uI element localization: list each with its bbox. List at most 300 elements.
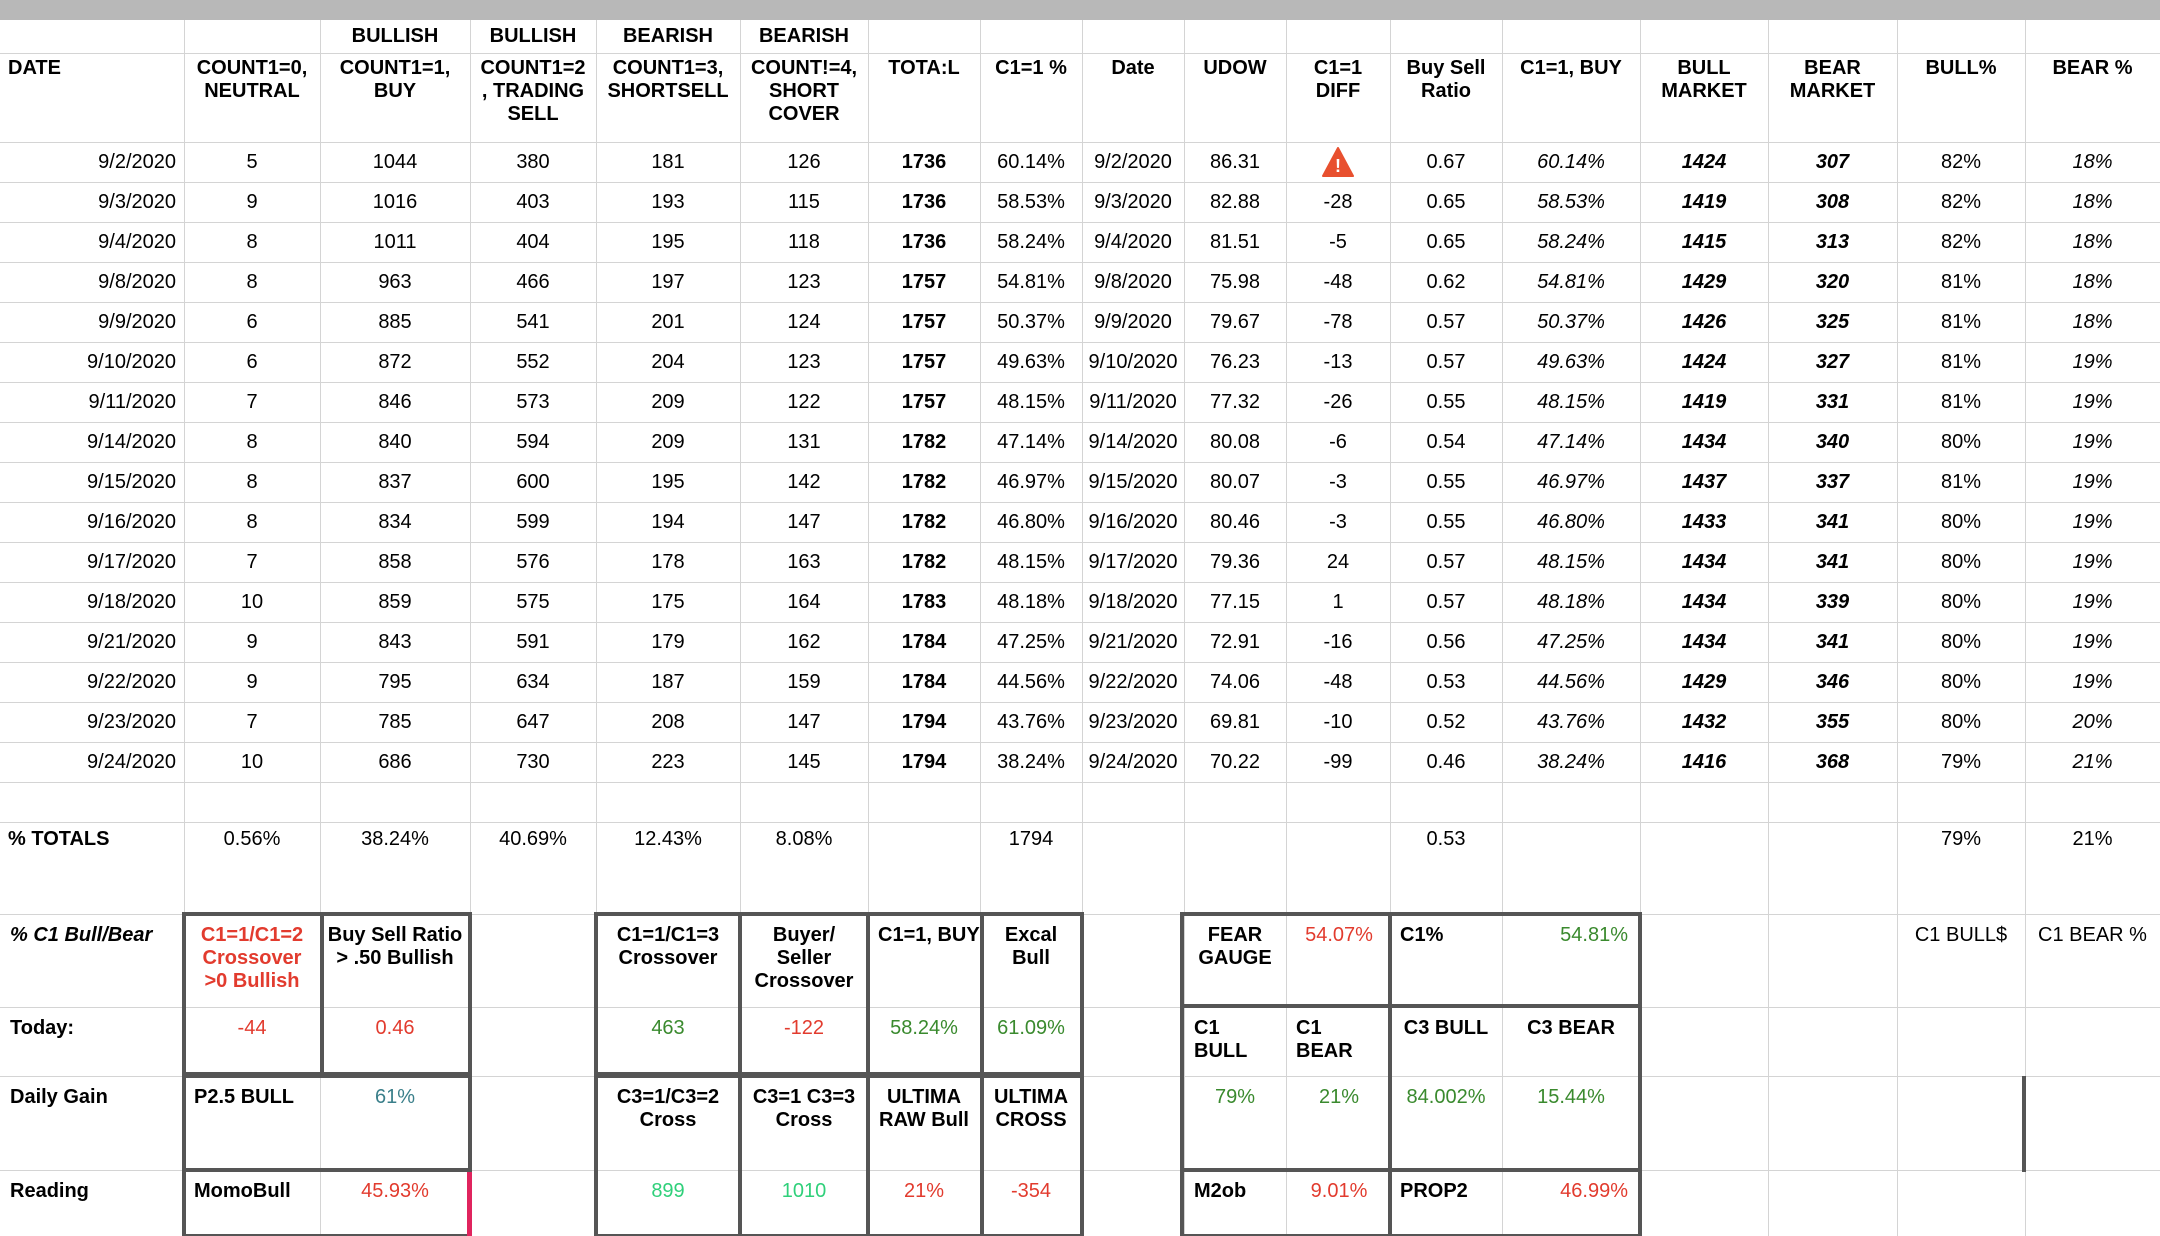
table-cell[interactable]: 346 <box>1815 670 1850 693</box>
table-cell[interactable]: 9/8/2020 <box>1094 270 1172 293</box>
prop2-label[interactable]: PROP2 <box>1400 1180 1468 1202</box>
c3bear-value[interactable]: 15.44% <box>1537 1086 1605 1108</box>
table-cell[interactable]: 195 <box>651 230 685 253</box>
reading-ultima[interactable]: -354 <box>1010 1180 1052 1202</box>
table-cell[interactable]: 79% <box>1940 750 1982 773</box>
table-cell[interactable]: 48.15% <box>1537 390 1605 413</box>
table-cell[interactable]: 147 <box>787 710 821 733</box>
table-cell[interactable]: 44.56% <box>1537 670 1605 693</box>
table-cell[interactable]: 9/18/2020 <box>87 590 176 613</box>
table-cell[interactable]: 164 <box>787 590 821 613</box>
today-c13[interactable]: 463 <box>651 1017 685 1039</box>
table-cell[interactable]: 181 <box>651 150 685 173</box>
table-cell[interactable]: 38.24% <box>1537 750 1605 773</box>
table-cell[interactable]: 70.22 <box>1209 750 1261 773</box>
table-cell[interactable]: 49.63% <box>1537 350 1605 373</box>
table-cell[interactable]: 43.76% <box>997 710 1065 733</box>
m2ob-label[interactable]: M2ob <box>1194 1180 1247 1202</box>
table-cell[interactable]: 0.65 <box>1426 230 1466 253</box>
table-cell[interactable]: 46.97% <box>997 470 1065 493</box>
table-cell[interactable]: 178 <box>651 550 685 573</box>
table-cell[interactable]: 0.65 <box>1426 190 1466 213</box>
column-header[interactable]: COUNT1=1, BUY <box>339 57 451 102</box>
table-cell[interactable]: 10 <box>240 750 264 773</box>
table-cell[interactable]: 9/24/2020 <box>1088 750 1178 773</box>
summary-row-label[interactable]: Today: <box>10 1017 75 1039</box>
today-crossover[interactable]: -44 <box>237 1017 267 1039</box>
c1-bull-dollar-label[interactable]: C1 BULL$ <box>1914 924 2008 946</box>
table-cell[interactable]: 0.62 <box>1426 270 1466 293</box>
table-cell[interactable]: 8 <box>246 230 258 253</box>
table-cell[interactable]: 1783 <box>901 590 947 613</box>
table-cell[interactable]: 123 <box>787 350 821 373</box>
table-cell[interactable]: 9/9/2020 <box>1094 310 1172 333</box>
table-cell[interactable]: 47.25% <box>1537 630 1605 653</box>
table-cell[interactable]: 80% <box>1940 590 1982 613</box>
table-cell[interactable]: 9/4/2020 <box>1094 230 1172 253</box>
table-cell[interactable]: 19% <box>2072 670 2113 693</box>
table-cell[interactable]: 9/2/2020 <box>98 150 176 173</box>
table-cell[interactable]: 9/8/2020 <box>98 270 176 293</box>
table-cell[interactable]: 1434 <box>1681 550 1727 573</box>
table-cell[interactable]: 8 <box>246 510 258 533</box>
column-header[interactable]: COUNT!=4, SHORT COVER <box>750 57 858 125</box>
table-cell[interactable]: 204 <box>651 350 685 373</box>
table-cell[interactable]: 19% <box>2072 430 2113 453</box>
table-cell[interactable]: -16 <box>1323 630 1353 653</box>
table-cell[interactable]: 327 <box>1815 350 1850 373</box>
summary-row-label[interactable]: % C1 Bull/Bear <box>10 924 153 946</box>
fear-gauge-value[interactable]: 54.07% <box>1305 924 1373 946</box>
table-cell[interactable]: 599 <box>516 510 550 533</box>
table-cell[interactable]: 123 <box>787 270 821 293</box>
table-cell[interactable]: 82% <box>1940 190 1982 213</box>
table-cell[interactable]: 9/22/2020 <box>1088 670 1178 693</box>
table-cell[interactable]: 163 <box>787 550 821 573</box>
table-cell[interactable]: 9/17/2020 <box>87 550 176 573</box>
table-cell[interactable]: 404 <box>516 230 550 253</box>
table-cell[interactable]: 846 <box>378 390 412 413</box>
table-cell[interactable]: 208 <box>651 710 685 733</box>
table-cell[interactable]: 9/23/2020 <box>87 710 176 733</box>
table-cell[interactable]: 859 <box>378 590 412 613</box>
table-cell[interactable]: 1757 <box>901 270 947 293</box>
table-cell[interactable]: 80% <box>1940 430 1982 453</box>
table-cell[interactable]: 74.06 <box>1209 670 1261 693</box>
table-cell[interactable]: 1782 <box>901 470 947 493</box>
c1bear-value[interactable]: 21% <box>1318 1086 1360 1108</box>
table-cell[interactable]: 18% <box>2072 230 2113 253</box>
table-cell[interactable]: 76.23 <box>1209 350 1261 373</box>
table-cell[interactable]: 885 <box>378 310 412 333</box>
column-header[interactable]: BULL MARKET <box>1661 57 1747 102</box>
table-cell[interactable]: 187 <box>651 670 685 693</box>
totals-label[interactable]: % TOTALS <box>8 828 110 850</box>
table-cell[interactable]: 0.57 <box>1426 350 1466 373</box>
table-cell[interactable]: -6 <box>1329 430 1347 453</box>
table-cell[interactable]: 223 <box>651 750 685 773</box>
table-cell[interactable]: 9/4/2020 <box>98 230 176 253</box>
table-cell[interactable]: 48.18% <box>1537 590 1605 613</box>
table-cell[interactable]: 9/10/2020 <box>87 350 176 373</box>
table-cell[interactable]: 686 <box>378 750 412 773</box>
table-cell[interactable]: 131 <box>787 430 821 453</box>
column-header[interactable]: Buy Sell Ratio <box>1406 57 1486 102</box>
totals-ratio[interactable]: 0.53 <box>1426 828 1466 850</box>
table-cell[interactable]: 80.08 <box>1209 430 1261 453</box>
totals-neutral[interactable]: 0.56% <box>223 828 281 850</box>
table-cell[interactable]: 9/14/2020 <box>87 430 176 453</box>
table-cell[interactable]: 9/10/2020 <box>1088 350 1178 373</box>
table-cell[interactable]: 209 <box>651 390 685 413</box>
table-cell[interactable]: 118 <box>788 230 820 253</box>
table-cell[interactable]: 834 <box>378 510 412 533</box>
table-cell[interactable]: 1419 <box>1681 390 1727 413</box>
totals-shortsell[interactable]: 12.43% <box>634 828 702 850</box>
p25-value[interactable]: 61% <box>374 1086 416 1108</box>
table-cell[interactable]: 162 <box>787 630 821 653</box>
table-cell[interactable]: 82% <box>1940 150 1982 173</box>
table-cell[interactable]: 730 <box>516 750 550 773</box>
table-cell[interactable]: 81% <box>1940 350 1982 373</box>
table-cell[interactable]: 48.15% <box>997 390 1065 413</box>
table-cell[interactable]: 175 <box>651 590 685 613</box>
table-cell[interactable]: 1044 <box>372 150 418 173</box>
table-cell[interactable]: 1415 <box>1681 230 1727 253</box>
table-cell[interactable]: 837 <box>378 470 412 493</box>
table-cell[interactable]: 541 <box>516 310 550 333</box>
table-cell[interactable]: 49.63% <box>997 350 1065 373</box>
table-cell[interactable]: 1757 <box>901 310 947 333</box>
table-cell[interactable]: 7 <box>246 550 258 573</box>
column-header[interactable]: DATE <box>8 57 61 79</box>
m2ob-value[interactable]: 9.01% <box>1310 1180 1368 1202</box>
table-cell[interactable]: 1424 <box>1681 150 1727 173</box>
table-cell[interactable]: 9/9/2020 <box>98 310 176 333</box>
table-cell[interactable]: 307 <box>1815 150 1850 173</box>
table-cell[interactable]: 1426 <box>1681 310 1727 333</box>
table-cell[interactable]: 355 <box>1815 710 1850 733</box>
table-cell[interactable]: 179 <box>651 630 685 653</box>
table-cell[interactable]: 368 <box>1815 750 1850 773</box>
table-cell[interactable]: 9/17/2020 <box>1088 550 1178 573</box>
today-ratio[interactable]: 0.46 <box>375 1017 415 1039</box>
table-cell[interactable]: 0.53 <box>1426 670 1466 693</box>
table-cell[interactable]: 341 <box>1815 510 1850 533</box>
c11buy-label[interactable]: C1=1, BUY <box>878 924 980 946</box>
table-cell[interactable]: 308 <box>1815 190 1850 213</box>
today-excal[interactable]: 61.09% <box>997 1017 1065 1039</box>
table-cell[interactable]: 9/21/2020 <box>1088 630 1178 653</box>
reading-c3[interactable]: 899 <box>651 1180 685 1202</box>
table-cell[interactable]: 1434 <box>1681 590 1727 613</box>
table-cell[interactable]: 8 <box>246 270 258 293</box>
table-cell[interactable]: 9/2/2020 <box>1094 150 1172 173</box>
table-cell[interactable]: 159 <box>787 670 821 693</box>
table-cell[interactable]: 552 <box>516 350 550 373</box>
table-cell[interactable]: 6 <box>246 350 258 373</box>
table-cell[interactable]: 81.51 <box>1209 230 1261 253</box>
table-cell[interactable]: 785 <box>378 710 412 733</box>
table-cell[interactable]: 50.37% <box>997 310 1065 333</box>
table-cell[interactable]: 341 <box>1815 550 1850 573</box>
table-cell[interactable]: 77.15 <box>1209 590 1261 613</box>
totals-trading-sell[interactable]: 40.69% <box>499 828 567 850</box>
table-cell[interactable]: 0.55 <box>1426 470 1466 493</box>
table-cell[interactable]: 340 <box>1815 430 1850 453</box>
table-cell[interactable]: 86.31 <box>1209 150 1261 173</box>
group-header-bearish[interactable]: BEARISH <box>758 25 849 47</box>
prop2-value[interactable]: 46.99% <box>1560 1180 1628 1202</box>
table-cell[interactable]: 7 <box>246 710 258 733</box>
table-cell[interactable]: 201 <box>651 310 685 333</box>
table-cell[interactable]: 1434 <box>1681 430 1727 453</box>
ultima-label[interactable]: ULTIMA CROSS <box>993 1086 1069 1131</box>
c3bull-label[interactable]: C3 BULL <box>1403 1017 1489 1039</box>
today-buyer-seller[interactable]: -122 <box>783 1017 825 1039</box>
table-cell[interactable]: 48.15% <box>997 550 1065 573</box>
table-cell[interactable]: 0.54 <box>1426 430 1466 453</box>
table-cell[interactable]: 10 <box>240 590 264 613</box>
table-cell[interactable]: 147 <box>787 510 821 533</box>
table-cell[interactable]: 320 <box>1815 270 1850 293</box>
table-cell[interactable]: 122 <box>787 390 821 413</box>
table-cell[interactable]: 1429 <box>1681 670 1727 693</box>
excal-label[interactable]: Excal Bull <box>1004 924 1058 969</box>
group-header-bullish[interactable]: BULLISH <box>489 25 577 47</box>
table-cell[interactable]: 573 <box>516 390 550 413</box>
table-cell[interactable]: 1016 <box>372 190 418 213</box>
table-cell[interactable]: 8 <box>246 430 258 453</box>
table-cell[interactable]: 403 <box>516 190 550 213</box>
table-cell[interactable]: 80% <box>1940 630 1982 653</box>
table-cell[interactable]: 1782 <box>901 430 947 453</box>
table-cell[interactable]: 80% <box>1940 670 1982 693</box>
table-cell[interactable]: 9 <box>246 190 258 213</box>
table-cell[interactable]: 0.55 <box>1426 510 1466 533</box>
table-cell[interactable]: 58.53% <box>1537 190 1605 213</box>
table-cell[interactable]: 0.56 <box>1426 630 1466 653</box>
table-cell[interactable]: 341 <box>1815 630 1850 653</box>
today-c11buy[interactable]: 58.24% <box>890 1017 958 1039</box>
table-cell[interactable]: 1782 <box>901 510 947 533</box>
column-header[interactable]: UDOW <box>1203 57 1267 79</box>
table-cell[interactable]: 1757 <box>901 390 947 413</box>
table-cell[interactable]: 81% <box>1940 310 1982 333</box>
column-header[interactable]: TOTA:L <box>888 57 960 79</box>
table-cell[interactable]: 69.81 <box>1209 710 1261 733</box>
table-cell[interactable]: 1419 <box>1681 190 1727 213</box>
c1bear-label[interactable]: C1 BEAR <box>1296 1017 1353 1062</box>
column-header[interactable]: Date <box>1111 57 1155 79</box>
table-cell[interactable]: 195 <box>651 470 685 493</box>
table-cell[interactable]: 1784 <box>901 630 947 653</box>
table-cell[interactable]: 1437 <box>1681 470 1727 493</box>
column-header[interactable]: BULL% <box>1925 57 1997 79</box>
table-cell[interactable]: 19% <box>2072 630 2113 653</box>
table-cell[interactable]: 19% <box>2072 550 2113 573</box>
table-cell[interactable]: 795 <box>378 670 412 693</box>
table-cell[interactable]: 1736 <box>901 190 947 213</box>
ratio-label[interactable]: Buy Sell Ratio > .50 Bullish <box>327 924 463 969</box>
table-cell[interactable]: 8 <box>246 470 258 493</box>
table-cell[interactable]: 1424 <box>1681 350 1727 373</box>
table-cell[interactable]: 58.24% <box>997 230 1065 253</box>
table-cell[interactable]: -78 <box>1323 310 1353 333</box>
table-cell[interactable]: 72.91 <box>1209 630 1261 653</box>
table-cell[interactable]: 9/22/2020 <box>87 670 176 693</box>
table-cell[interactable]: 142 <box>787 470 821 493</box>
table-cell[interactable]: 75.98 <box>1209 270 1261 293</box>
totals-bull[interactable]: 79% <box>1940 828 1982 850</box>
table-cell[interactable]: 44.56% <box>997 670 1065 693</box>
table-cell[interactable]: 9/16/2020 <box>1088 510 1178 533</box>
diff-warning-cell[interactable] <box>1286 142 1390 182</box>
table-cell[interactable]: 9/11/2020 <box>1089 390 1177 413</box>
table-cell[interactable]: 1736 <box>901 150 947 173</box>
table-cell[interactable]: 840 <box>378 430 412 453</box>
table-cell[interactable]: 7 <box>246 390 258 413</box>
table-cell[interactable]: 18% <box>2072 190 2113 213</box>
table-cell[interactable]: 1784 <box>901 670 947 693</box>
table-cell[interactable]: 47.14% <box>997 430 1065 453</box>
momobull-label[interactable]: MomoBull <box>194 1180 291 1202</box>
reading-c3c3[interactable]: 1010 <box>781 1180 827 1202</box>
table-cell[interactable]: -28 <box>1323 190 1353 213</box>
table-cell[interactable]: 337 <box>1815 470 1850 493</box>
c1pct-label[interactable]: C1% <box>1400 924 1444 946</box>
table-cell[interactable]: 9/3/2020 <box>1094 190 1172 213</box>
table-cell[interactable]: 58.24% <box>1537 230 1605 253</box>
momobull-value[interactable]: 45.93% <box>361 1180 429 1202</box>
column-header[interactable]: BEAR MARKET <box>1789 57 1876 102</box>
c13-label[interactable]: C1=1/C1=3 Crossover <box>616 924 720 969</box>
table-cell[interactable]: 80.46 <box>1209 510 1261 533</box>
table-cell[interactable]: 54.81% <box>1537 270 1605 293</box>
table-cell[interactable]: 19% <box>2072 350 2113 373</box>
table-cell[interactable]: 80.07 <box>1209 470 1261 493</box>
table-cell[interactable]: 60.14% <box>1537 150 1605 173</box>
table-cell[interactable]: 19% <box>2072 590 2113 613</box>
c3bear-label[interactable]: C3 BEAR <box>1527 1017 1615 1039</box>
table-cell[interactable]: 9/14/2020 <box>1088 430 1178 453</box>
column-header[interactable]: C1=1 DIFF <box>1313 57 1363 102</box>
table-cell[interactable]: 1416 <box>1681 750 1727 773</box>
reading-raw[interactable]: 21% <box>903 1180 945 1202</box>
table-cell[interactable]: 872 <box>378 350 412 373</box>
table-cell[interactable]: 9/18/2020 <box>1088 590 1178 613</box>
column-header[interactable]: C1=1, BUY <box>1520 57 1622 79</box>
column-header[interactable]: COUNT1=0, NEUTRAL <box>196 57 308 102</box>
table-cell[interactable]: 209 <box>651 430 685 453</box>
column-header[interactable]: BEAR % <box>2052 57 2133 79</box>
table-cell[interactable]: 1794 <box>901 750 947 773</box>
table-cell[interactable]: 60.14% <box>997 150 1065 173</box>
table-cell[interactable]: 80% <box>1940 550 1982 573</box>
table-cell[interactable]: 1011 <box>373 230 417 253</box>
table-cell[interactable]: 82% <box>1940 230 1982 253</box>
table-cell[interactable]: 24 <box>1326 550 1350 573</box>
table-cell[interactable]: 339 <box>1815 590 1850 613</box>
totals-total[interactable]: 1794 <box>1008 828 1054 850</box>
table-cell[interactable]: 9/11/2020 <box>88 390 176 413</box>
c1pct-value[interactable]: 54.81% <box>1560 924 1628 946</box>
table-cell[interactable]: -13 <box>1323 350 1353 373</box>
table-cell[interactable]: 43.76% <box>1537 710 1605 733</box>
table-cell[interactable]: 115 <box>788 190 820 213</box>
table-cell[interactable]: -10 <box>1323 710 1353 733</box>
table-cell[interactable]: -99 <box>1323 750 1353 773</box>
table-cell[interactable]: -5 <box>1329 230 1347 253</box>
table-cell[interactable]: 9/15/2020 <box>87 470 176 493</box>
c1-bear-pct-label[interactable]: C1 BEAR % <box>2038 924 2147 946</box>
table-cell[interactable]: 48.15% <box>1537 550 1605 573</box>
table-cell[interactable]: 19% <box>2072 390 2113 413</box>
table-cell[interactable]: 858 <box>378 550 412 573</box>
table-cell[interactable]: 380 <box>516 150 550 173</box>
table-cell[interactable]: 20% <box>2072 710 2113 733</box>
table-cell[interactable]: 634 <box>516 670 550 693</box>
table-cell[interactable]: 82.88 <box>1209 190 1261 213</box>
table-cell[interactable]: 963 <box>378 270 412 293</box>
table-cell[interactable]: 1434 <box>1681 630 1727 653</box>
table-cell[interactable]: 19% <box>2072 510 2113 533</box>
table-cell[interactable]: 46.97% <box>1537 470 1605 493</box>
table-cell[interactable]: 145 <box>787 750 821 773</box>
table-cell[interactable]: 9/15/2020 <box>1088 470 1178 493</box>
table-cell[interactable]: 9/24/2020 <box>87 750 176 773</box>
buyer-seller-label[interactable]: Buyer/ Seller Crossover <box>754 924 854 992</box>
table-cell[interactable]: 54.81% <box>997 270 1065 293</box>
table-cell[interactable]: 1782 <box>901 550 947 573</box>
group-header-bearish[interactable]: BEARISH <box>622 25 713 47</box>
column-header[interactable]: COUNT1=3, SHORTSELL <box>607 57 729 102</box>
raw-label[interactable]: ULTIMA RAW Bull <box>879 1086 969 1131</box>
table-cell[interactable]: 1 <box>1332 590 1344 613</box>
table-cell[interactable]: 0.57 <box>1426 310 1466 333</box>
table-cell[interactable]: 9/21/2020 <box>87 630 176 653</box>
table-cell[interactable]: 124 <box>787 310 821 333</box>
summary-row-label[interactable]: Reading <box>10 1180 89 1202</box>
column-header[interactable]: C1=1 % <box>995 57 1067 79</box>
table-cell[interactable]: 19% <box>2072 470 2113 493</box>
table-cell[interactable]: 0.67 <box>1426 150 1466 173</box>
table-cell[interactable]: 48.18% <box>997 590 1065 613</box>
totals-bear[interactable]: 21% <box>2072 828 2113 850</box>
table-cell[interactable]: 0.55 <box>1426 390 1466 413</box>
table-cell[interactable]: 18% <box>2072 270 2113 293</box>
table-cell[interactable]: 331 <box>1815 390 1850 413</box>
c1bull-label[interactable]: C1 BULL <box>1194 1017 1248 1062</box>
p25-label[interactable]: P2.5 BULL <box>194 1086 295 1108</box>
table-cell[interactable]: 647 <box>516 710 550 733</box>
table-cell[interactable]: 1429 <box>1681 270 1727 293</box>
table-cell[interactable]: 50.37% <box>1537 310 1605 333</box>
table-cell[interactable]: 1794 <box>901 710 947 733</box>
table-cell[interactable]: 313 <box>1815 230 1850 253</box>
table-cell[interactable]: 81% <box>1940 390 1982 413</box>
table-cell[interactable]: 6 <box>246 310 258 333</box>
table-cell[interactable]: 21% <box>2072 750 2113 773</box>
table-cell[interactable]: 80% <box>1940 510 1982 533</box>
table-cell[interactable]: 576 <box>516 550 550 573</box>
totals-buy[interactable]: 38.24% <box>361 828 429 850</box>
table-cell[interactable]: 9/3/2020 <box>98 190 176 213</box>
table-cell[interactable]: -48 <box>1323 270 1353 293</box>
c1bull-value[interactable]: 79% <box>1214 1086 1256 1108</box>
table-cell[interactable]: 79.67 <box>1209 310 1261 333</box>
table-cell[interactable]: 46.80% <box>997 510 1065 533</box>
